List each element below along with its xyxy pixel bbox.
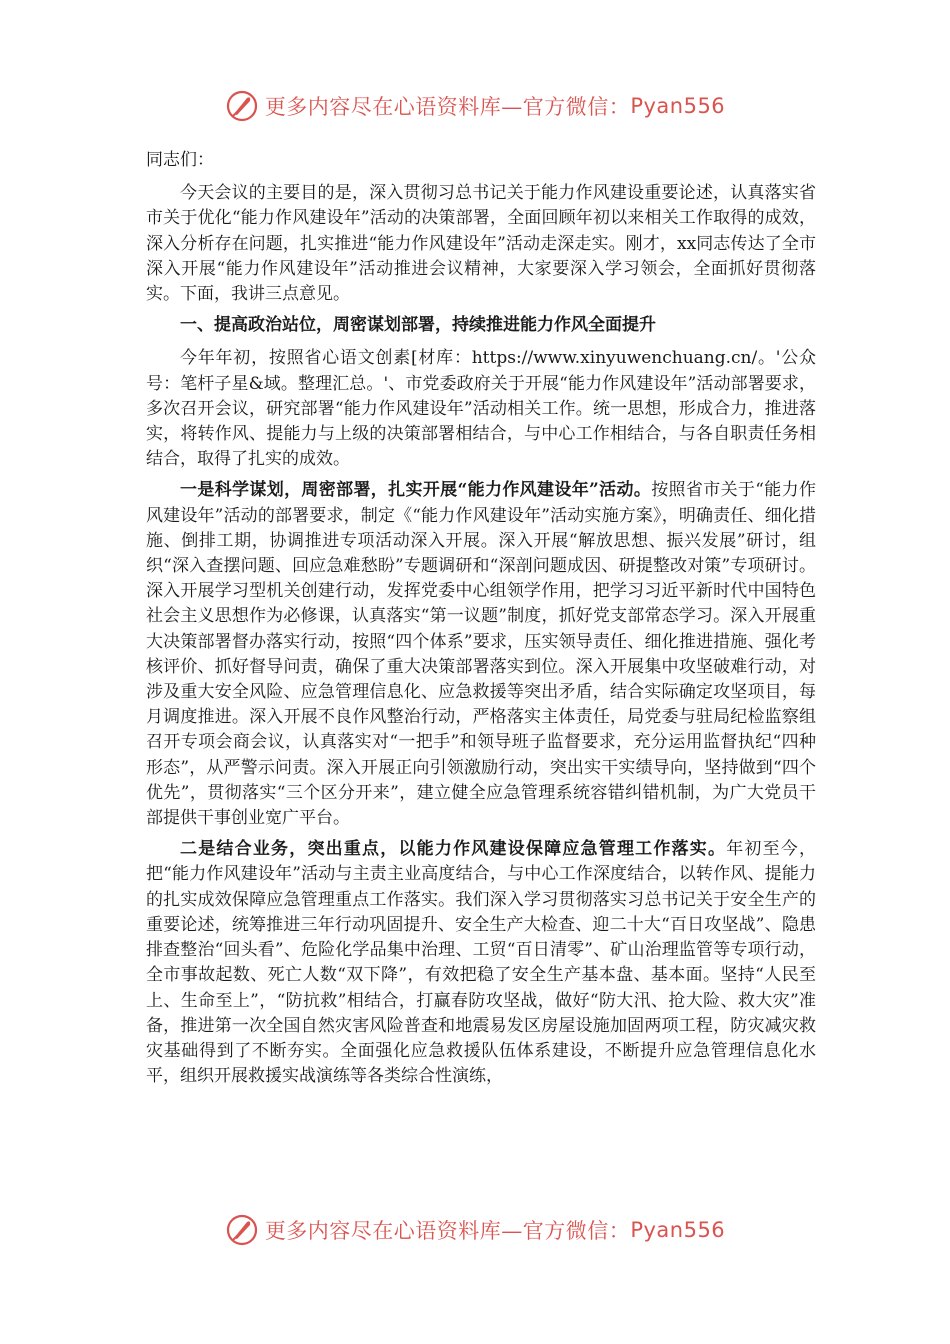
point-one-paragraph bbox=[146, 478, 816, 831]
banner-text: 更多内容尽在心语资料库—官方微信： bbox=[264, 95, 631, 119]
quill-logo-icon bbox=[225, 89, 259, 123]
point-two-body: 年初至今，把“能力作风建设年”活动与主责主业高度结合，与中心工作深度结合，以转作风、提能力的扎实成效保障应急管理重点工作落实。我们深入学习贯彻落实习总书记关于安全生产的重要论述，统筹推进三年行动巩固提升、安全生产大检查、迎二十大“百日攻坚战”、隐患排查整治“回头看”、危险化学品集中治理、工贸“百日清零”、矿山治理监管等专项行动，全市事故起数、死亡人数“双下降”，有效把稳了安全生产基本盘、基本面。坚持“人民至上、生命至上”，“防抗救”相结合，打赢春防攻坚战，做好“防大汛、抢大险、救大灾”准备，推进第一次全国自然灾害风险普查和地震易发区房屋设施加固两项工程，防灾减灾救灾基础得到了不断夯实。全面强化应急救援队伍体系建设，不断提升应急管理信息化水平，组织开展救援实战演练等各类综合性演练， bbox=[146, 839, 817, 1087]
point-two-lead: 二是结合业务，突出重点，以能力作风建设保障应急管理工作落实。 bbox=[180, 839, 727, 860]
point-one-body: 按照省市关于“能力作风建设年”活动的部署要求，制定《“能力作风建设年”活动实施方案》，明确责任、细化措施、倒排工期，协调推进专项活动深入开展。深入开展“解放思想、振兴发展”研讨，组织“深入查摆问题、回应急难愁盼”专题调研和“深剖问题成因、研提整改对策”专项研讨。深入开展学习型机关创建行动，发挥党委中心组领学作用，把学习习近平新时代中国特色社会主义思想作为必修课，认真落实“第一议题”制度，抓好党支部常态学习。深入开展重大决策部署督办落实行动，按照“四个体系”要求，压实领导责任、细化推进措施、强化考核评价、抓好督导问责，确保了重大决策部署落实到位。深入开展集中攻坚破难行动，对涉及重大安全风险、应急管理信息化、应急救援等突出矛盾，结合实际确定攻坚项目，每月调度推进。深入开展不良作风整治行动，严格落实主体责任，局党委与驻局纪检监察组召开专项会商会议，认真落实对“一把手”和领导班子监督要求，充分运用监督执纪“四种形态”，从严警示问责。深入开展正向引领激励行动，突出实干实绩导向，坚持做到“四个优先”，贯彻落实“三个区分开来”，建立健全应急管理系统容错纠错机制，为广大党员干部提供干事创业宽广平台。 bbox=[146, 480, 816, 829]
quill-logo-icon bbox=[225, 1213, 259, 1247]
wechat-id: Pyan556 bbox=[630, 94, 726, 118]
greeting: 同志们： bbox=[146, 150, 214, 170]
point-one-lead: 一是科学谋划，周密部署，扎实开展“能力作风建设年”活动。 bbox=[180, 480, 652, 501]
wechat-id: Pyan556 bbox=[630, 1218, 726, 1242]
header-banner bbox=[0, 82, 950, 130]
section-paragraph: 今年年初，按照省心语文创素[材库：https://www.xinyuwenchuang.cn/。'公众号：笔杆子星&域。整理汇总。'、市党委政府关于开展“能力作风建设年”活动部署要求，多次召开会议，研究部署“能力作风建设年”活动相关工作。统一思想，形成合力，推进落实，将转作风、提能力与上级的决策部署相结合，与中心工作相结合，与各自职责任务相结合，取得了扎实的成效。 bbox=[146, 348, 816, 470]
footer-banner bbox=[0, 1206, 950, 1254]
section-heading: 一、提高政治站位，周密谋划部署，持续推进能力作风全面提升 bbox=[180, 315, 656, 336]
intro-paragraph: 今天会议的主要目的是，深入贯彻习总书记关于能力作风建设重要论述，认真落实省市关于优化“能力作风建设年”活动的决策部署，全面回顾年初以来相关工作取得的成效，深入分析存在问题，扎实推进“能力作风建设年”活动走深走实。刚才，xx同志传达了全市深入开展“能力作风建设年”活动推进会议精神，大家要深入学习领会，全面抓好贯彻落实。下面，我讲三点意见。 bbox=[146, 183, 816, 305]
point-two-paragraph bbox=[146, 837, 816, 1089]
banner-text: 更多内容尽在心语资料库—官方微信： bbox=[264, 1219, 631, 1243]
document-body bbox=[146, 148, 816, 1095]
